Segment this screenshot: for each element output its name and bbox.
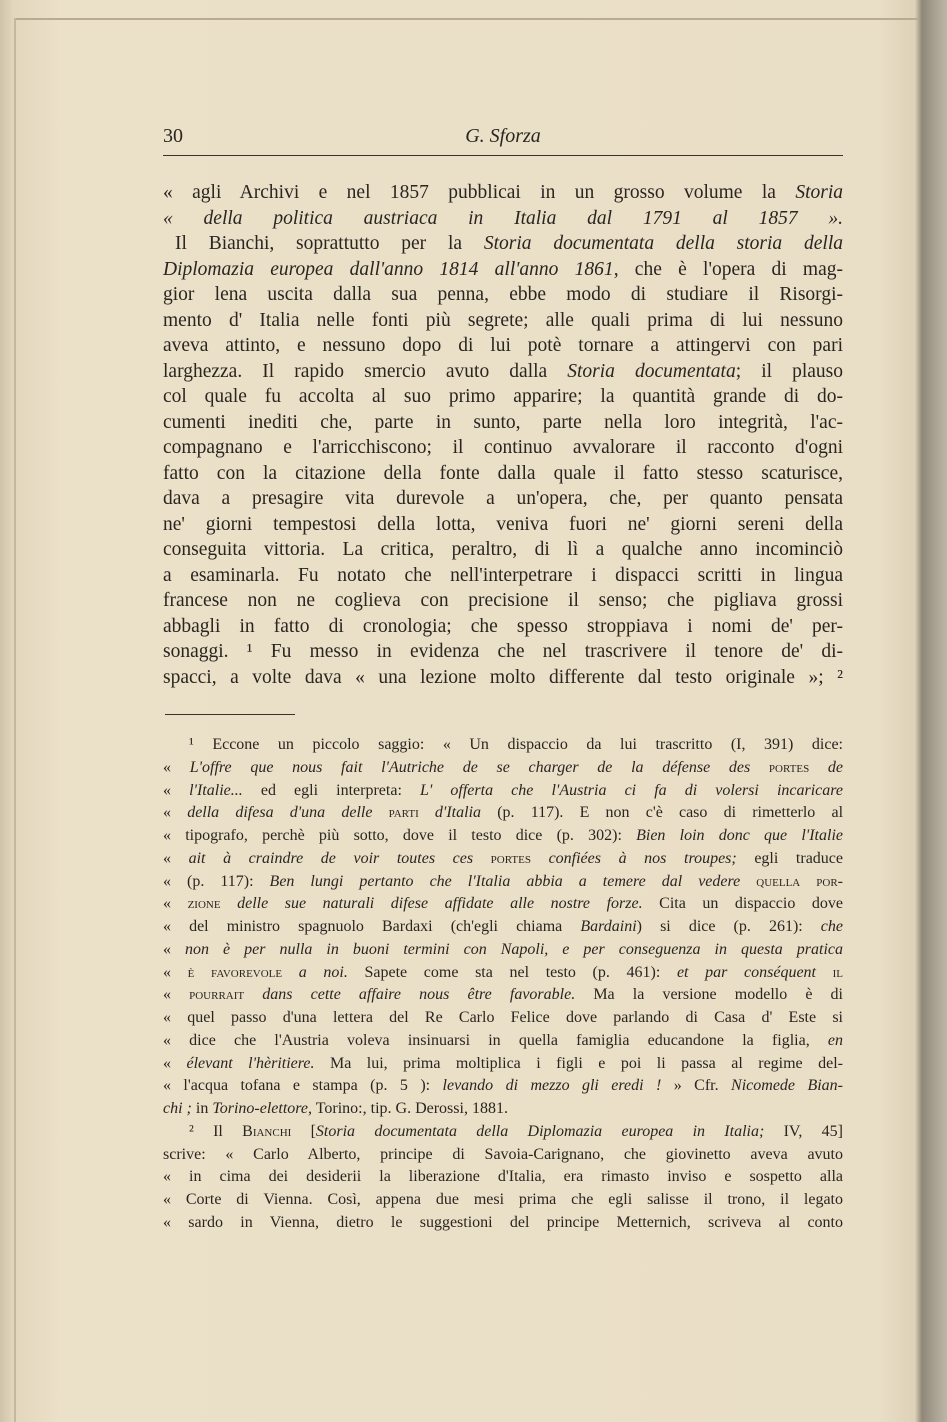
footnote-line: [163, 1189, 843, 1212]
italic-text-run: Ben lungi pertanto che l'Italia abbia a temere dal vedere: [269, 872, 757, 890]
footnote-line: [163, 734, 843, 757]
footnote-line: [163, 916, 843, 939]
text-run: «: [163, 849, 189, 867]
text-run: « sardo in Vienna, dietro le suggestioni del principe Metternich, scriveva al conto: [163, 1213, 843, 1231]
footnotes: [163, 734, 843, 1235]
text-run: larghezza. Il rapido smercio avuto dalla: [163, 360, 568, 382]
text-run: «: [163, 963, 188, 981]
body-line: [163, 333, 843, 359]
text-run: ; il plauso: [735, 360, 844, 382]
body-line: [163, 639, 843, 665]
text-run: fatto con la citazione della fonte dalla quale il fatto stesso scaturisce,: [163, 462, 843, 484]
footnote-rule: [165, 714, 295, 715]
text-run: abbagli in fatto di cronologia; che spesso stroppiava i nomi de' per-: [163, 615, 843, 637]
footnote-line: [163, 1212, 843, 1235]
italic-text-run: chi ;: [163, 1100, 192, 1117]
small-caps-text-run: Bianchi: [242, 1122, 292, 1140]
text-run: «: [163, 758, 190, 776]
footnote-line: [163, 939, 843, 962]
body-line: [163, 206, 843, 232]
italic-text-run: d'Italia: [418, 804, 482, 822]
text-run: Ma lui, prima moltiplica i figli e poi li passa al regime del-: [314, 1054, 844, 1072]
footnote-line: [163, 984, 843, 1007]
page-edge-top: [14, 18, 919, 20]
text-run: «: [163, 895, 188, 913]
italic-text-run: l'Italie...: [189, 781, 243, 799]
text-run: , che è l'opera di mag-: [613, 258, 843, 280]
footnote-line: [163, 802, 843, 825]
footnote-line: [163, 1053, 843, 1076]
body-line: [163, 614, 843, 640]
text-run: « l'acqua tofana e stampa (p. 5 ):: [163, 1077, 443, 1095]
text-run: «: [163, 940, 186, 958]
text-run: scrive: « Carlo Alberto, principe di Savoia-Carignano, che giovinetto aveva avuto: [163, 1145, 843, 1163]
italic-text-run: Bien loin donc que l'Italie: [636, 827, 843, 844]
body-line: [163, 537, 843, 563]
page-number: 30: [163, 125, 183, 147]
text-run: Cita un dispaccio dove: [642, 895, 844, 913]
footnote-line: [163, 780, 843, 803]
italic-text-run: Nicomede Bian-: [731, 1077, 843, 1095]
body-line: [163, 180, 843, 206]
text-run: «: [163, 781, 190, 799]
small-caps-text-run: pourrait: [189, 986, 245, 1004]
text-run: « agli Archivi e nel 1857 pubblicai in un grosso volume la: [163, 182, 796, 203]
text-run: Sapete come sta nel testo (p. 461):: [347, 963, 677, 981]
footnote-line: [163, 1144, 843, 1167]
text-run: « dice che l'Austria voleva insinuarsi in quella famiglia educandone la figlia,: [163, 1031, 828, 1049]
italic-text-run: Storia: [795, 182, 843, 203]
footnote-line: [163, 1098, 843, 1121]
text-run: conseguita vittoria. La critica, peraltro, di lì a qualche anno incominciò: [163, 539, 843, 560]
header-rule: [163, 155, 843, 156]
body-line: [163, 435, 843, 461]
text-run: « tipografo, perchè più sotto, dove il testo dice (p. 302):: [163, 827, 637, 844]
text-run: Torino:, tip. G. Derossi, 1881.: [312, 1100, 508, 1117]
italic-text-run: delle sue naturali difese affidate alle nostre forze.: [220, 895, 643, 913]
italic-text-run: Bardaini: [580, 918, 637, 935]
text-run: dava a presagire vita durevole a un'opera, che, per quanto pensata: [163, 488, 843, 509]
body-line: [163, 308, 843, 334]
text-run: aveva attinto, e nessuno dopo di lui potè tornare a attingervi con pari: [163, 335, 843, 356]
body-line: [163, 588, 843, 614]
small-caps-text-run: è favorevole: [187, 963, 283, 981]
italic-text-run: en: [827, 1031, 843, 1049]
italic-text-run: L' offerta che l'Austria ci fa di volersi incaricare: [420, 781, 844, 799]
italic-text-run: et par conséquent: [676, 963, 833, 981]
text-run: in: [191, 1100, 213, 1117]
italic-text-run: a noi.: [282, 963, 348, 981]
body-line: [163, 359, 843, 385]
small-caps-text-run: quella por-: [756, 872, 843, 890]
text-run: mento d' Italia nelle fonti più segrete; alle quali prima di lui nessuno: [163, 309, 843, 331]
body-line: [163, 461, 843, 487]
small-caps-text-run: parti: [388, 804, 419, 822]
italic-text-run: « della politica austriaca in Italia dal 1791 al 1857 ».: [163, 207, 843, 229]
text-run: « in cima dei desiderii la liberazione d'Italia, era rimasto inviso e sospetto alla: [163, 1168, 843, 1186]
footnote-line: [163, 848, 843, 871]
italic-text-run: della difesa d'una delle: [187, 804, 389, 822]
text-run: « del ministro spagnuolo Bardaxi (ch'egli chiama: [163, 918, 581, 935]
text-run: gior lena uscita dalla sua penna, ebbe modo di studiare il Risorgi-: [163, 284, 843, 305]
small-caps-text-run: il: [832, 963, 844, 981]
italic-text-run: Storia documentata: [567, 360, 736, 382]
footnote-line: [163, 757, 843, 780]
text-run: ne' giorni tempestosi della lotta, veniva fuori ne' giorni sereni della: [163, 513, 843, 535]
text-run: col quale fu accolta al suo primo apparire; la quantità grande di do-: [163, 386, 843, 407]
main-text: [163, 180, 843, 690]
body-line: [163, 563, 843, 589]
italic-text-run: che: [820, 918, 843, 935]
footnote-line: [163, 1075, 843, 1098]
footnote-line: [163, 1030, 843, 1053]
italic-text-run: Diplomazia europea dall'anno 1814 all'anno 1861: [163, 258, 614, 280]
footnote-line: [163, 1007, 843, 1030]
body-line: [163, 486, 843, 512]
text-run: compagnano e l'arricchiscono; il continuo avvalorare il racconto d'ogni: [163, 437, 843, 458]
text-run: [: [291, 1122, 316, 1140]
text-run: a esaminarla. Fu notato che nell'interpetrare i dispacci scritti in lingua: [163, 564, 843, 586]
text-run: egli traduce: [736, 849, 843, 867]
body-line: [163, 231, 843, 257]
italic-text-run: Storia documentata della Diplomazia europea in Italia;: [315, 1122, 765, 1140]
text-run: spacci, a volte dava « una lezione molto differente dal testo originale »; ²: [163, 666, 843, 688]
text-run: ¹ Eccone un piccolo saggio: « Un dispaccio da lui trascritto (I, 391) dice:: [189, 736, 843, 753]
text-run: ed egli interpreta:: [242, 781, 420, 799]
italic-text-run: élevant l'hèritiere.: [186, 1054, 315, 1072]
italic-text-run: non è per nulla in buoni termini con Napoli, e per conseguenza in questa pratica: [185, 940, 844, 958]
text-run: IV, 45]: [764, 1122, 844, 1140]
text-run: ² Il: [189, 1122, 243, 1140]
text-run: » Cfr.: [661, 1077, 732, 1095]
text-run: Ma la versione modello è di: [575, 986, 844, 1004]
footnote-line: [163, 1166, 843, 1189]
footnote-line: [163, 871, 843, 894]
text-run: «: [163, 986, 190, 1004]
text-run: «: [163, 804, 188, 822]
body-line: [163, 282, 843, 308]
italic-text-run: confiées à nos troupes;: [530, 849, 737, 867]
text-run: ) si dice (p. 261):: [636, 918, 821, 935]
small-caps-text-run: portes: [768, 758, 810, 776]
small-caps-text-run: zione: [187, 895, 221, 913]
body-line: [163, 512, 843, 538]
body-line: [163, 410, 843, 436]
italic-text-run: Torino-elettore,: [212, 1100, 313, 1117]
text-run: (p. 117). E non c'è caso di rimetterlo al: [481, 804, 844, 822]
text-run: Il Bianchi, soprattutto per la: [175, 233, 484, 254]
small-caps-text-run: portes: [490, 849, 531, 867]
body-line: [163, 257, 843, 283]
italic-text-run: ait à craindre de voir toutes ces: [188, 849, 491, 867]
italic-text-run: dans cette affaire nous être favorable.: [244, 986, 576, 1004]
italic-text-run: levando di mezzo gli eredi !: [442, 1077, 662, 1095]
italic-text-run: L'offre que nous fait l'Autriche de se charger de la défense des: [189, 758, 769, 776]
text-run: « quel passo d'una lettera del Re Carlo Felice dove parlando di Casa d' Este si: [163, 1009, 843, 1026]
body-line: [163, 665, 843, 691]
footnote-line: [163, 825, 843, 848]
text-run: « (p. 117):: [163, 872, 270, 890]
italic-text-run: Storia documentata della storia della: [483, 233, 843, 254]
page-header: [163, 125, 843, 151]
text-run: sonaggi. ¹ Fu messo in evidenza che nel trascrivere il tenore de' di-: [163, 641, 843, 662]
page-edge-left: [14, 18, 16, 1422]
italic-text-run: de: [809, 758, 844, 776]
body-line: [163, 384, 843, 410]
footnote-line: [163, 1121, 843, 1144]
text-run: cumenti inediti che, parte in sunto, parte nella loro integrità, l'ac-: [163, 411, 843, 433]
running-title: G. Sforza: [465, 125, 541, 147]
footnote-line: [163, 962, 843, 985]
footnote-line: [163, 893, 843, 916]
text-run: «: [163, 1054, 187, 1072]
text-run: francese non ne coglieva con precisione il senso; che pigliava grossi: [163, 590, 843, 611]
text-run: « Corte di Vienna. Così, appena due mesi prima che egli salisse il trono, il legato: [163, 1191, 843, 1208]
